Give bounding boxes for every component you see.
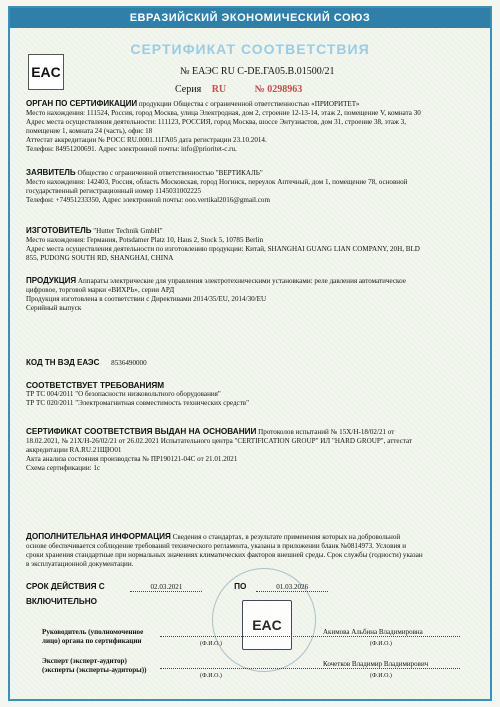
validity-inclusive: ВКЛЮЧИТЕЛЬНО bbox=[26, 597, 98, 606]
validity-to-label: ПО bbox=[234, 582, 247, 591]
organ-details: Место нахождения: 111524, Россия, город Москва, улица Электродная, дом 2, строение 12-13-14, этаж 2, помещение V, комната 30 Адрес места осуществления деятельности: 111123, РОССИЯ, город Москва, шоссе Энтузиастов, дом 31, строение 38, этаж 3, помещение 1, комната 24 (часть), офис 18 Аттестат аккредитации № РОСС RU.0001.11ГА05 дата регистрации 23.10.2014. Телефон: 84951200691. Адрес электронной почты: info@prioritet-c.ru. bbox=[26, 109, 421, 153]
head-signature-line bbox=[160, 636, 460, 637]
eac-logo: EAC bbox=[28, 54, 64, 90]
manufacturer-details: Место нахождения: Германия, Potsdamer Platz 10, Haus 2, Stock 5, 10785 Berlin Адрес места осуществления деятельности по изготовлению продукции: Китай, SHANGHAI GUANG LIAN COMPANY, 20H, BLD 855, PUDONG SOUTH RD, SHANGHAI, CHINA bbox=[26, 236, 420, 262]
requirements-label: СООТВЕТСТВУЕТ ТРЕБОВАНИЯМ bbox=[26, 381, 165, 390]
requirements-section bbox=[26, 381, 476, 408]
expert-signature-label: Эксперт (эксперт-аудитор) (эксперты (эксперты-аудиторы)) bbox=[42, 657, 147, 674]
validity-to-value: 01.03.2026 bbox=[256, 583, 328, 592]
organ-section bbox=[26, 99, 476, 154]
manufacturer-text: "Hutter Technik GmbH" bbox=[93, 227, 163, 235]
applicant-label: ЗАЯВИТЕЛЬ bbox=[26, 168, 76, 177]
head-signature-fio-left: (Ф.И.О.) bbox=[200, 641, 222, 647]
certificate-number: № 0298963 bbox=[254, 84, 303, 95]
applicant-details: Место нахождения: 142403, Россия, область Московская, город Ногинск, переулок Аптечный, дом 1, помещение 78, основной государственный регистрационный номер 1145031002225 Телефон: +74951233350, Адрес электронной почты: ooo.vertikal2016@gmail.com bbox=[26, 178, 408, 204]
series-line bbox=[175, 84, 302, 95]
head-signature-fio-right: (Ф.И.О.) bbox=[370, 641, 392, 647]
additional-info-label: ДОПОЛНИТЕЛЬНАЯ ИНФОРМАЦИЯ bbox=[26, 532, 171, 541]
organ-label: ОРГАН ПО СЕРТИФИКАЦИИ bbox=[26, 99, 138, 108]
product-text: Аппараты электрические для управления электротехническими установками: реле давления автоматическое цифровое, торговой марки «ВИХРЬ», серии АРД Продукция изготовлена в соответствии с Директивами 2014/35/EU, 2014/30/EU Серийный выпуск bbox=[26, 277, 406, 312]
basis-section bbox=[26, 427, 476, 473]
manufacturer-label: ИЗГОТОВИТЕЛЬ bbox=[26, 226, 92, 235]
requirements-text: ТР ТС 004/2011 "О безопасности низковольтного оборудования" ТР ТС 020/2011 "Электромагнитная совместимость технических средств" bbox=[26, 390, 250, 407]
applicant-section bbox=[26, 168, 476, 205]
expert-signature-fio-right: (Ф.И.О.) bbox=[370, 673, 392, 679]
registration-number: № ЕАЭС RU С-DE.ГА05.В.01500/21 bbox=[180, 66, 335, 77]
code-value: 8536490000 bbox=[111, 359, 147, 367]
applicant-text: Общество с ограниченной ответственностью "ВЕРТИКАЛЬ" bbox=[77, 169, 263, 177]
expert-signature-fio-left: (Ф.И.О.) bbox=[200, 673, 222, 679]
basis-label: СЕРТИФИКАТ СООТВЕТСТВИЯ ВЫДАН НА ОСНОВАНИИ bbox=[26, 427, 257, 436]
organ-text: продукции Общества с ограниченной ответственностью «ПРИОРИТЕТ» bbox=[138, 100, 360, 108]
certificate-title: СЕРТИФИКАТ СООТВЕТСТВИЯ bbox=[130, 41, 370, 57]
additional-info-section bbox=[26, 532, 476, 569]
product-label: ПРОДУКЦИЯ bbox=[26, 276, 77, 285]
expert-signature-name: Кочетков Владимир Владимирович bbox=[323, 660, 429, 668]
manufacturer-section bbox=[26, 226, 476, 263]
head-signature-name: Акимова Альбина Владимировна bbox=[323, 628, 423, 636]
expert-signature-line bbox=[160, 668, 460, 669]
eac-stamp-mark: EAC bbox=[242, 600, 292, 650]
header-banner: ЕВРАЗИЙСКИЙ ЭКОНОМИЧЕСКИЙ СОЮЗ bbox=[10, 8, 490, 28]
additional-info-text: Сведения о стандартах, в результате применения которых на добровольной основе обеспечивается соблюдение требований технического регламента, указаны в приложении бланк №0814973. Условия и сроки хранения стандартные при нормальных значениях климатических факторов внешней среды. Срок службы (годности) указан в эксплуатационной документации. bbox=[26, 533, 423, 568]
validity-from-value: 02.03.2021 bbox=[130, 583, 202, 592]
product-section bbox=[26, 276, 476, 313]
head-signature-label: Руководитель (уполномоченное лицо) органа по сертификации bbox=[42, 628, 144, 645]
code-label: КОД ТН ВЭД ЕАЭС bbox=[26, 358, 100, 367]
code-section bbox=[26, 358, 476, 368]
series-label: Серия bbox=[175, 84, 202, 95]
series-value: RU bbox=[211, 84, 227, 95]
basis-text: Протоколов испытаний № 15Х/Н-18/02/21 от 18.02.2021, № 21Х/Н-26/02/21 от 26.02.2021 Испытательного центра "CERTIFICATION GROUP" ИЛ "HARD GROUP", аттестат аккредитации RA.RU.21ЩЮ01 Акта анализа состояния производства № ПР190121-04С от 21.01.2021 Схема сертификации: 1с bbox=[26, 428, 413, 472]
validity-from-label: СРОК ДЕЙСТВИЯ С bbox=[26, 582, 105, 591]
